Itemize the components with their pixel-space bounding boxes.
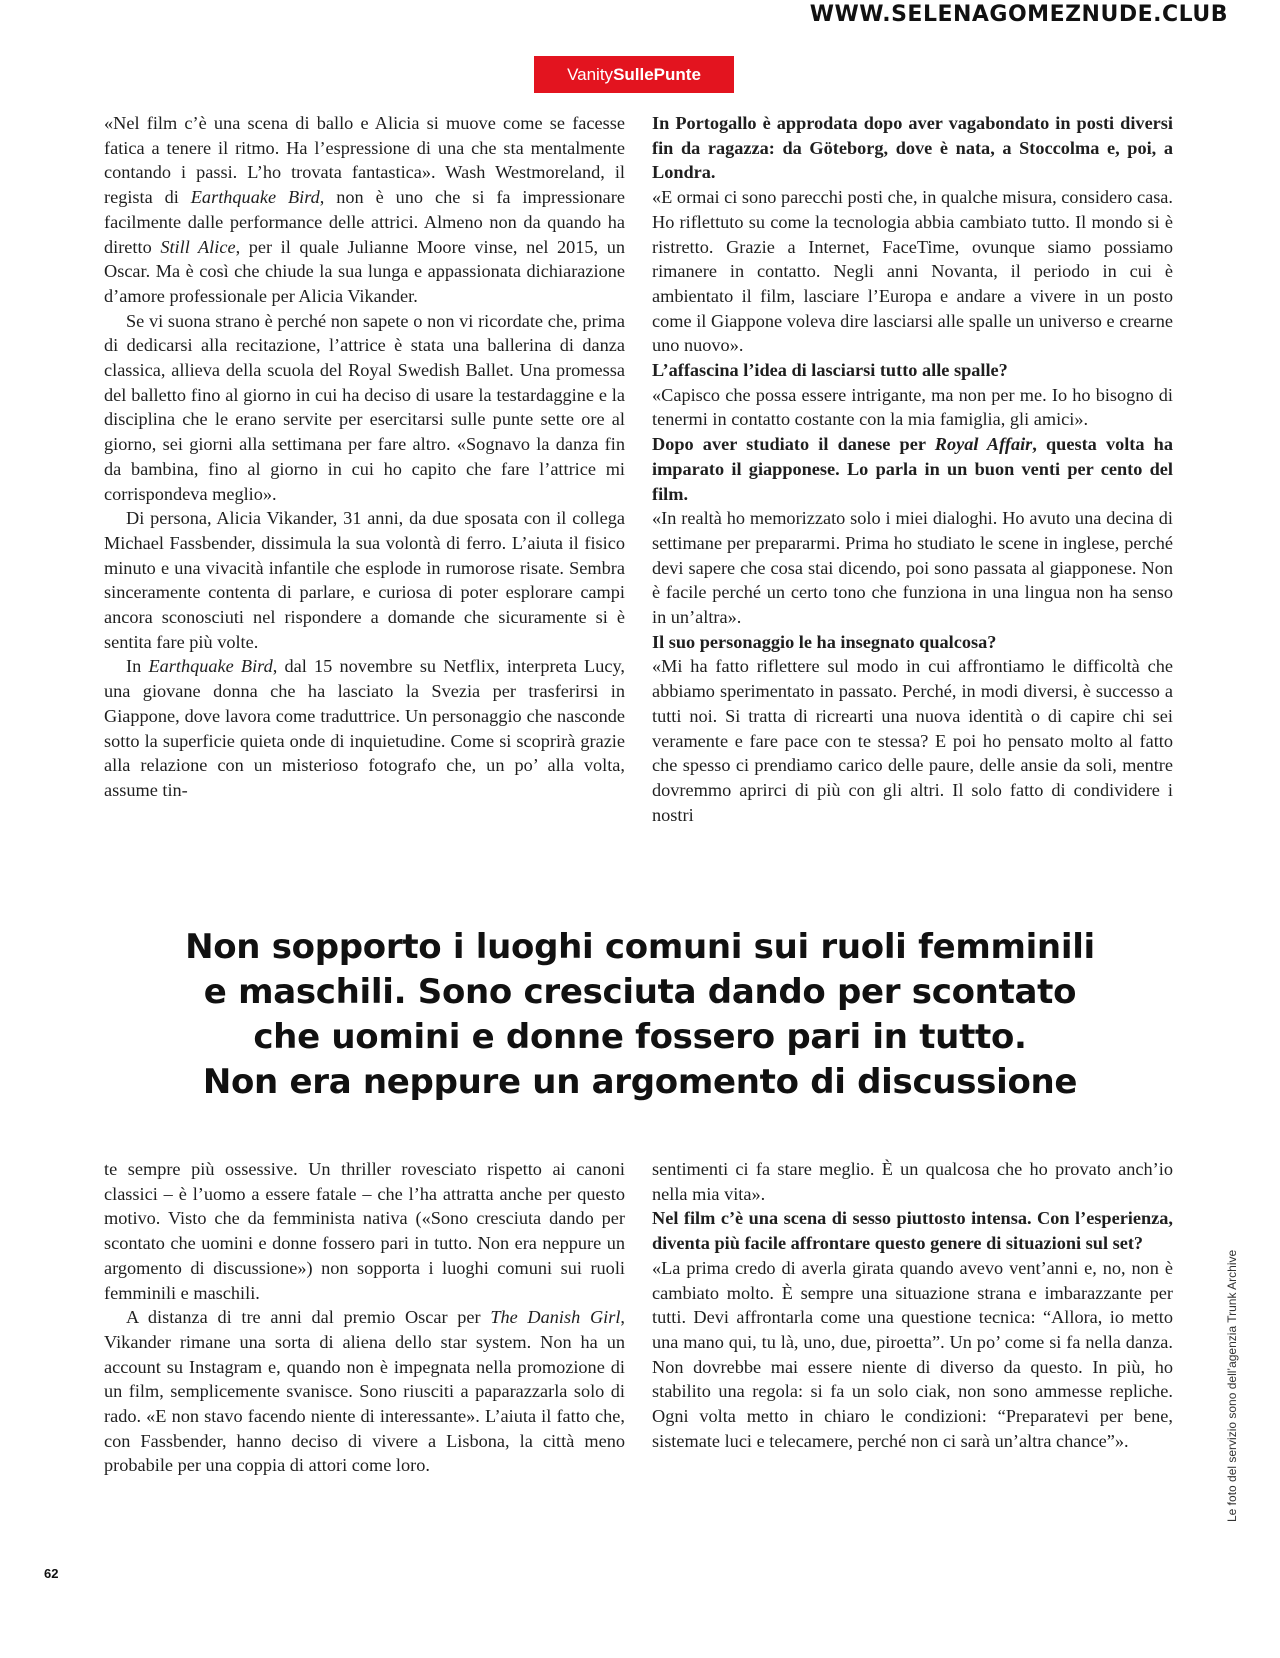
section-tag-part1: Vanity	[567, 65, 614, 84]
paragraph: Se vi suona strano è perché non sapete o non vi ricordate che, prima di dedicarsi alla recitazione, l’attrice è stata una ballerina di danza classica, allieva della scuola del Royal Swedish Ballet. Una promessa del balletto fino al giorno in cui ha deciso di usare la testardaggine e la disciplina che le erano servite per esercitarsi sulle punte sette ore al giorno, sei giorni alla settimana per fare altro. «Sognavo la danza fin da bambina, fino al giorno in cui ho capito che fare l’attrice mi corrispondeva meglio».	[104, 310, 625, 504]
photo-credit: Le foto del servizio sono dell’agenzia Trunk Archive	[1225, 1249, 1239, 1522]
film-title: Earthquake Bird	[148, 656, 273, 677]
paragraph	[104, 111, 625, 309]
interview-question	[652, 432, 1173, 506]
pull-quote-line: Non era neppure un argomento di discussione	[202, 1062, 1078, 1102]
article-column-2	[652, 111, 1173, 827]
text: , questa volta ha imparato il giapponese. Lo parla in un buon venti per cento del film.	[652, 434, 1173, 504]
interview-answer: «Capisco che possa essere intrigante, ma non per me. Io ho bisogno di tenermi in contatto costante con la mia famiglia, gli amici».	[652, 384, 1173, 430]
interview-answer: «In realtà ho memorizzato solo i miei dialoghi. Ho avuto una decina di settimane per prepararmi. Prima ho studiato le scene in inglese, perché devi sapere che cosa stai dicendo, poi sono passata al giapponese. Non è facile perché un certo tono che funziona in una lingua non ha senso in un’altra».	[652, 508, 1173, 628]
section-tag-part2: SullePunte	[613, 65, 701, 84]
interview-answer: «E ormai ci sono parecchi posti che, in qualche misura, considero casa. Ho riflettuto su come la tecnologia abbia cambiato tutto. Il mondo si è ristretto. Grazie a Internet, FaceTime, ovunque siamo possiamo rimanere in contatto. Negli anni Novanta, il periodo in cui è ambientato il film, lasciare l’Europa e andare a vivere in un posto come il Giappone voleva dire lasciarsi alle spalle un universo e crearne uno nuovo».	[652, 187, 1173, 356]
page-number: 62	[44, 1566, 59, 1581]
interview-question: In Portogallo è approdata dopo aver vagabondato in posti diversi fin da ragazza: da Göteborg, dove è nata, a Stoccolma e, poi, a Londra.	[652, 113, 1173, 183]
article-column-4	[652, 1157, 1173, 1453]
pull-quote-line: e maschili. Sono cresciuta dando per scontato	[203, 972, 1077, 1012]
paragraph: Di persona, Alicia Vikander, 31 anni, da due sposata con il collega Michael Fassbender, dissimula la sua volontà di ferro. L’aiuta il fisico minuto e una vivacità infantile che esplode in rumorose risate. Sembra sinceramente contenta di parlare, e curiosa di poter esplorare campi ancora sconosciuti nel rispondere a domande che sicuramente si è sentita fare più volte.	[104, 508, 625, 652]
film-title: The Danish Girl	[490, 1307, 621, 1328]
watermark: WWW.SELENAGOMEZNUDE.CLUB	[809, 2, 1228, 27]
text: , non è uno che si fa impressionare facilmente dalle performance delle attrici. Almeno non da quando ha diretto	[104, 187, 625, 257]
film-title: Still Alice	[160, 236, 236, 257]
interview-answer: sentimenti ci fa stare meglio. È un qualcosa che ho provato anch’io nella mia vita».	[652, 1159, 1173, 1204]
paragraph	[104, 654, 625, 802]
article-column-1	[104, 111, 625, 803]
film-title: Royal Affair	[934, 434, 1033, 455]
pull-quote-line: Non sopporto i luoghi comuni sui ruoli femminili	[185, 927, 1095, 967]
text: In	[126, 656, 142, 677]
text: , per il quale Julianne Moore vinse, nel 2015, un Oscar. Ma è così che chiude la sua lunga e appassionata dichiarazione d’amore professionale per Alicia Vikander.	[104, 236, 625, 306]
interview-answer: «Mi ha fatto riflettere sul modo in cui affrontiamo le difficoltà che abbiamo sperimentato in passato. Perché, in modi diversi, è successo a tutti noi. Si tratta di ricrearti una nuova identità o di capire chi sei veramente e fare pace con te stessa? E poi ho pensato molto al fatto che spesso ci prendiamo carico delle paure, delle ansie da soli, mentre dovremmo aprirci di più con gli altri. Il solo fatto di condividere i nostri	[652, 656, 1173, 825]
section-tag	[534, 56, 734, 93]
interview-answer: «La prima credo di averla girata quando avevo vent’anni e, no, non è cambiato molto. È sempre una situazione strana e imbarazzante per tutti. Devi affrontarla come una questione tecnica: “Allora, io metto una mano qui, tu là, uno, due, piroetta”. Un po’ come si fa nella danza. Non dovrebbe mai essere niente di diverso da questo. In più, ho stabilito una regola: si fa un solo ciak, non sono ammesse repliche. Ogni volta metto in chiaro le condizioni: “Preparatevi per bene, sistemate luci e telecamere, perché non ci sarà un’altra chance”».	[652, 1257, 1173, 1451]
pull-quote-line: che uomini e donne fossero pari in tutto.	[253, 1017, 1027, 1057]
article-column-3	[104, 1157, 625, 1478]
paragraph: te sempre più ossessive. Un thriller rovesciato rispetto ai canoni classici – è l’uomo a essere fatale – che l’ha attratta anche per questo motivo. Visto che da femminista nativa («Sono cresciuta dando per scontato che uomini e donne fossero pari in tutto. Non era neppure un argomento di discussione») non sopporta i luoghi comuni sui ruoli femminili e maschili.	[104, 1159, 625, 1303]
paragraph	[104, 1305, 625, 1478]
pull-quote	[90, 925, 1190, 1105]
interview-question: Nel film c’è una scena di sesso piuttosto intensa. Con l’esperienza, diventa più facile affrontare questo genere di situazioni sul set?	[652, 1208, 1173, 1254]
text: «Nel film c’è una scena di ballo e Alicia si muove come se facesse fatica a tenere il ritmo. Ha l’espressione di una che sta mentalmente contando i passi. L’ho trovata fantastica». Wash Westmoreland, il regista di	[104, 113, 625, 208]
text: , dal 15 novembre su Netflix, interpreta Lucy, una giovane donna che ha lasciato la Svezia per trasferirsi in Giappone, dove lavora come traduttrice. Un personaggio che nasconde sotto la superficie quieta onde di inquietudine. Come si scoprirà grazie alla relazione con un misterioso fotografo che, un po’ alla volta, assume tin-	[104, 656, 625, 800]
interview-question: Il suo personaggio le ha insegnato qualcosa?	[652, 631, 997, 652]
film-title: Earthquake Bird	[190, 187, 320, 208]
interview-question: L’affascina l’idea di lasciarsi tutto alle spalle?	[652, 360, 1008, 381]
text: A distanza di tre anni dal premio Oscar per	[126, 1307, 481, 1328]
text: , Vikander rimane una sorta di aliena dello star system. Non ha un account su Instagram e, quando non è impegnata nella promozione di un film, semplicemente svanisce. Sono riusciti a paparazzarla solo di rado. «E non stavo facendo niente di interessante». L’aiuta il fatto che, con Fassbender, hanno deciso di vivere a Lisbona, la città meno probabile per una coppia di attori come loro.	[104, 1307, 625, 1476]
text: Dopo aver studiato il danese per	[652, 434, 926, 455]
